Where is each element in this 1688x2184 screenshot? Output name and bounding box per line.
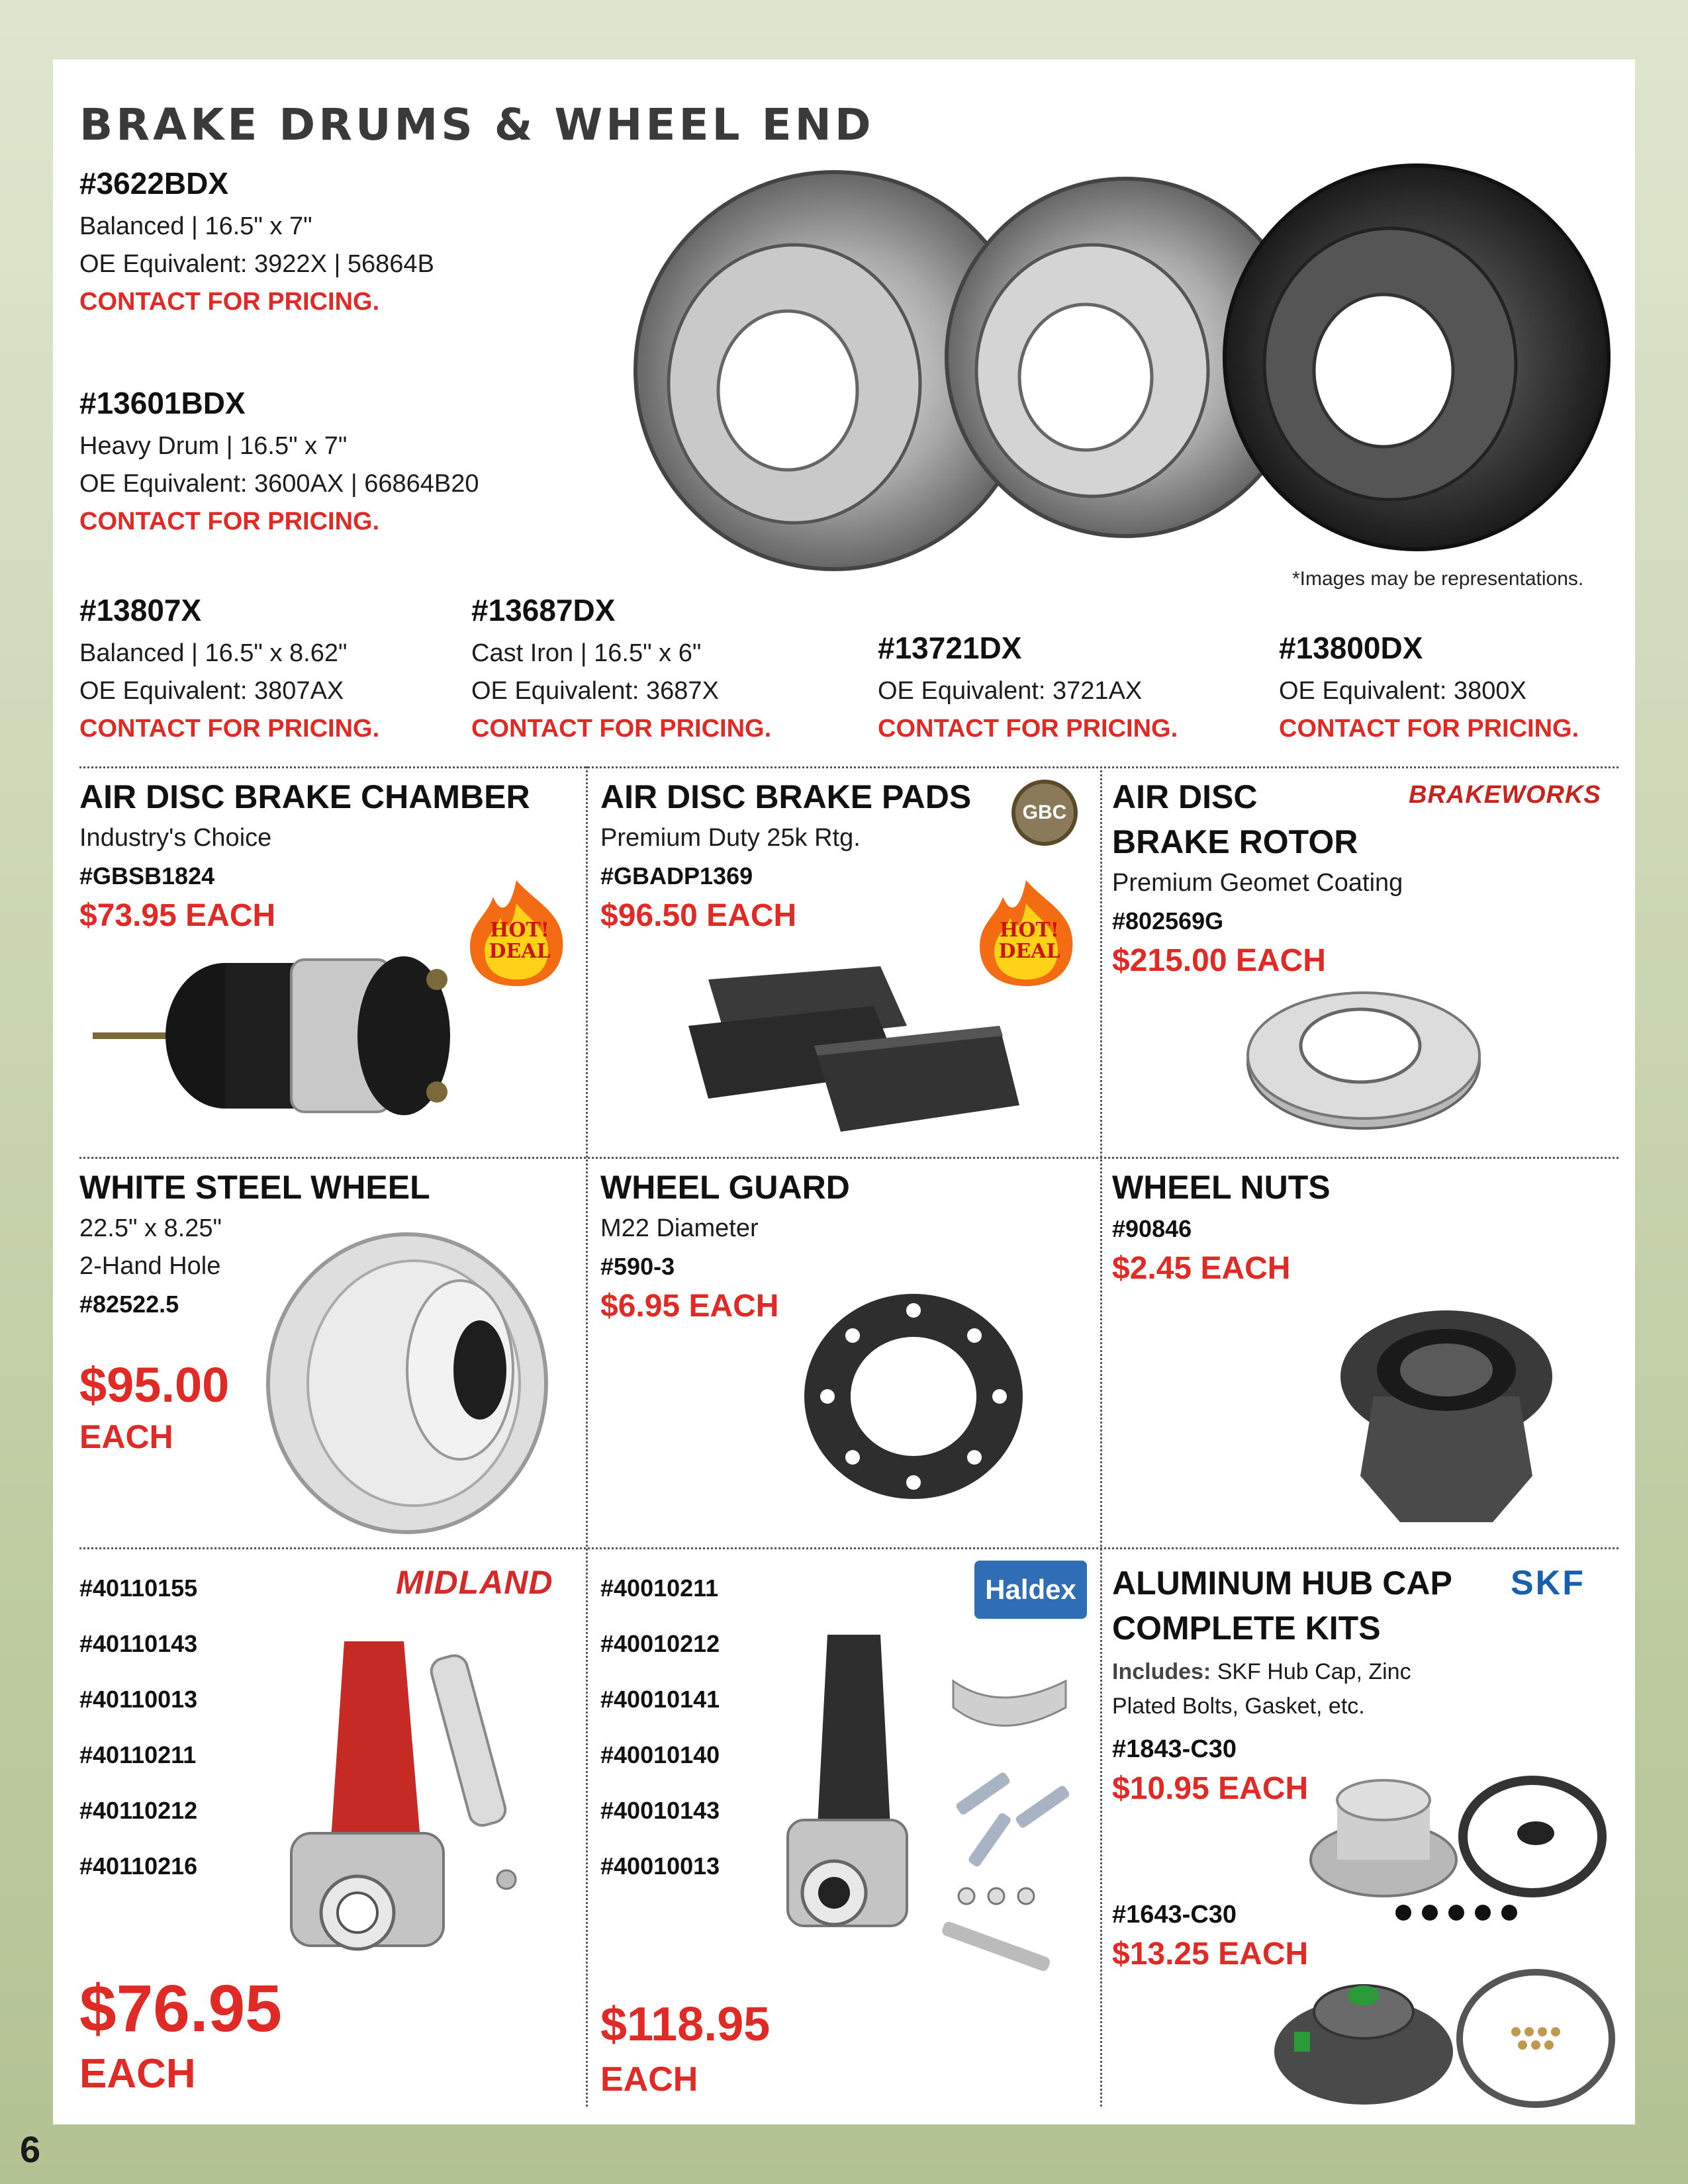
product-sku: #1843-C30 bbox=[1112, 1735, 1237, 1763]
drum-3-shape bbox=[1225, 165, 1609, 549]
product-sku: #90846 bbox=[1112, 1215, 1192, 1242]
midland-price: $76.95 bbox=[79, 1972, 282, 2046]
drum-item-13807x bbox=[79, 592, 379, 748]
steel-wheel-image bbox=[261, 1228, 579, 1539]
brake-chamber-image bbox=[93, 933, 463, 1132]
includes-line1: SKF Hub Cap, Zinc bbox=[1211, 1659, 1411, 1684]
haldex-price-unit: EACH bbox=[600, 2060, 698, 2099]
skf-logo: SKF bbox=[1511, 1564, 1585, 1602]
part-number: #13807X bbox=[79, 593, 202, 627]
product-sku: #590-3 bbox=[600, 1253, 675, 1280]
product-size: 22.5" x 8.25" bbox=[79, 1214, 222, 1242]
product-sku: #1643-C30 bbox=[1112, 1901, 1237, 1929]
product-title-line1: AIR DISC bbox=[1112, 778, 1258, 815]
product-title: WHEEL NUTS bbox=[1112, 1169, 1331, 1206]
product-desc: M22 Diameter bbox=[600, 1214, 759, 1242]
sku-item: #40010141 bbox=[600, 1686, 720, 1713]
product-price: $215.00 EACH bbox=[1112, 943, 1326, 978]
drum-desc: Cast Iron | 16.5" x 6" bbox=[471, 639, 702, 667]
brakeworks-logo: BRAKEWORKS bbox=[1409, 781, 1601, 809]
sku-item: #40110216 bbox=[79, 1852, 198, 1880]
hubcap-kit-1-image bbox=[1304, 1774, 1622, 1933]
hot-deal-badge bbox=[457, 877, 576, 989]
divider bbox=[79, 1157, 1618, 1159]
oe-equivalent: OE Equivalent: 3922X | 56864B bbox=[79, 250, 434, 278]
sku-item: #40110013 bbox=[79, 1686, 198, 1713]
product-sku: #GBADP1369 bbox=[600, 862, 753, 889]
section-title: BRAKE DRUMS & WHEEL END bbox=[79, 99, 874, 150]
sku-item: #40110211 bbox=[79, 1741, 197, 1768]
product-title-line2: BRAKE ROTOR bbox=[1112, 823, 1358, 860]
drum-desc: Heavy Drum | 16.5" x 7" bbox=[79, 432, 348, 460]
part-number: #13601BDX bbox=[79, 386, 246, 420]
product-sku: #82522.5 bbox=[79, 1291, 179, 1318]
brake-rotor-image bbox=[1244, 986, 1483, 1132]
haldex-slack-adjuster-image bbox=[761, 1628, 1086, 1985]
pricing-note: CONTACT FOR PRICING. bbox=[79, 508, 380, 535]
product-sku: #802569G bbox=[1112, 907, 1224, 934]
product-price: $96.50 EACH bbox=[600, 898, 797, 933]
oe-equivalent: OE Equivalent: 3807AX bbox=[79, 677, 344, 705]
wheel-price: $95.00 bbox=[79, 1357, 230, 1412]
pricing-note: CONTACT FOR PRICING. bbox=[79, 288, 380, 316]
product-title-line1: ALUMINUM HUB CAP bbox=[1112, 1565, 1452, 1602]
images-note: *Images may be representations. bbox=[1292, 568, 1584, 590]
product-price: $2.45 EACH bbox=[1112, 1251, 1291, 1286]
oe-equivalent: OE Equivalent: 3600AX | 66864B20 bbox=[79, 470, 479, 498]
pricing-note: CONTACT FOR PRICING. bbox=[471, 715, 772, 743]
product-title: AIR DISC BRAKE PADS bbox=[600, 778, 972, 815]
pricing-note: CONTACT FOR PRICING. bbox=[878, 715, 1178, 743]
oe-equivalent: OE Equivalent: 3687X bbox=[471, 677, 719, 705]
sku-item: #40010143 bbox=[600, 1797, 720, 1824]
part-number: #13687DX bbox=[471, 593, 616, 627]
product-price: $13.25 EACH bbox=[1112, 1936, 1309, 1972]
haldex-logo: Haldex bbox=[974, 1561, 1087, 1619]
divider bbox=[79, 766, 1618, 768]
pads-card bbox=[600, 774, 971, 937]
product-title-line2: COMPLETE KITS bbox=[1112, 1610, 1381, 1647]
wheel-price-unit: EACH bbox=[79, 1418, 173, 1455]
includes-line2: Plated Bolts, Gasket, etc. bbox=[1112, 1694, 1365, 1719]
sku-item: #40010013 bbox=[600, 1852, 720, 1880]
brake-pads-image bbox=[682, 953, 1026, 1138]
hubcap-card bbox=[1112, 1561, 1452, 1723]
part-number: #13800DX bbox=[1279, 631, 1423, 665]
gbc-logo: GBC bbox=[1011, 780, 1078, 846]
oe-equivalent: OE Equivalent: 3721AX bbox=[878, 677, 1143, 705]
page-number: 6 bbox=[20, 2128, 41, 2170]
product-title: WHITE STEEL WHEEL bbox=[79, 1169, 430, 1206]
sku-item: #40010140 bbox=[600, 1741, 720, 1768]
product-price: $73.95 EACH bbox=[79, 898, 276, 933]
sku-item: #40010212 bbox=[600, 1630, 720, 1657]
includes-text bbox=[1112, 1655, 1452, 1689]
part-number: #3622BDX bbox=[79, 166, 229, 201]
product-desc: Premium Duty 25k Rtg. bbox=[600, 824, 861, 852]
rotor-card bbox=[1112, 774, 1403, 982]
haldex-sku-list bbox=[600, 1561, 720, 1894]
product-desc: 2-Hand Hole bbox=[79, 1252, 221, 1280]
sku-item: #40110155 bbox=[79, 1574, 198, 1602]
midland-price-unit: EACH bbox=[79, 2051, 196, 2097]
drum-desc: Balanced | 16.5" x 8.62" bbox=[79, 639, 348, 667]
hot-deal-text: HOT! DEAL bbox=[998, 919, 1060, 963]
drum-item-13687dx bbox=[471, 592, 771, 748]
brake-drums-image bbox=[596, 152, 1615, 576]
includes-label: Includes: bbox=[1112, 1659, 1211, 1684]
oe-equivalent: OE Equivalent: 3800X bbox=[1279, 677, 1526, 705]
pricing-note: CONTACT FOR PRICING. bbox=[1279, 715, 1579, 743]
hot-deal-text: HOT! DEAL bbox=[489, 919, 551, 963]
product-price: $6.95 EACH bbox=[600, 1289, 779, 1324]
wheel-guard-image bbox=[801, 1291, 1026, 1502]
product-sku: #GBSB1824 bbox=[79, 862, 215, 889]
drum-desc: Balanced | 16.5" x 7" bbox=[79, 212, 312, 240]
sku-item: #40010211 bbox=[600, 1574, 719, 1602]
sku-item: #40110212 bbox=[79, 1797, 198, 1824]
divider bbox=[79, 1547, 1618, 1549]
midland-sku-list bbox=[79, 1561, 197, 1894]
product-title: AIR DISC BRAKE CHAMBER bbox=[79, 778, 530, 815]
product-desc: Premium Geomet Coating bbox=[1112, 869, 1403, 897]
drum-item-13800dx bbox=[1279, 630, 1579, 748]
divider bbox=[1100, 766, 1102, 2107]
product-price: $10.95 EACH bbox=[1112, 1771, 1309, 1806]
wheel-nut-image bbox=[1334, 1304, 1559, 1529]
divider bbox=[586, 766, 588, 2107]
sku-item: #40110143 bbox=[79, 1630, 198, 1657]
midland-logo: MIDLAND bbox=[396, 1564, 553, 1601]
midland-slack-adjuster-image bbox=[278, 1635, 556, 1979]
drum-item-13601bdx bbox=[79, 385, 479, 541]
haldex-price: $118.95 bbox=[600, 1998, 771, 2051]
product-desc: Industry's Choice bbox=[79, 824, 272, 852]
pricing-note: CONTACT FOR PRICING. bbox=[79, 715, 380, 743]
nuts-card bbox=[1112, 1165, 1331, 1290]
drum-item-3622bdx bbox=[79, 165, 434, 321]
part-number: #13721DX bbox=[878, 631, 1022, 665]
drum-item-13721dx bbox=[878, 630, 1178, 748]
hubcap-kit-2-image bbox=[1271, 1959, 1628, 2118]
hubcap-kit-1 bbox=[1112, 1735, 1308, 1810]
product-title: WHEEL GUARD bbox=[600, 1169, 850, 1206]
